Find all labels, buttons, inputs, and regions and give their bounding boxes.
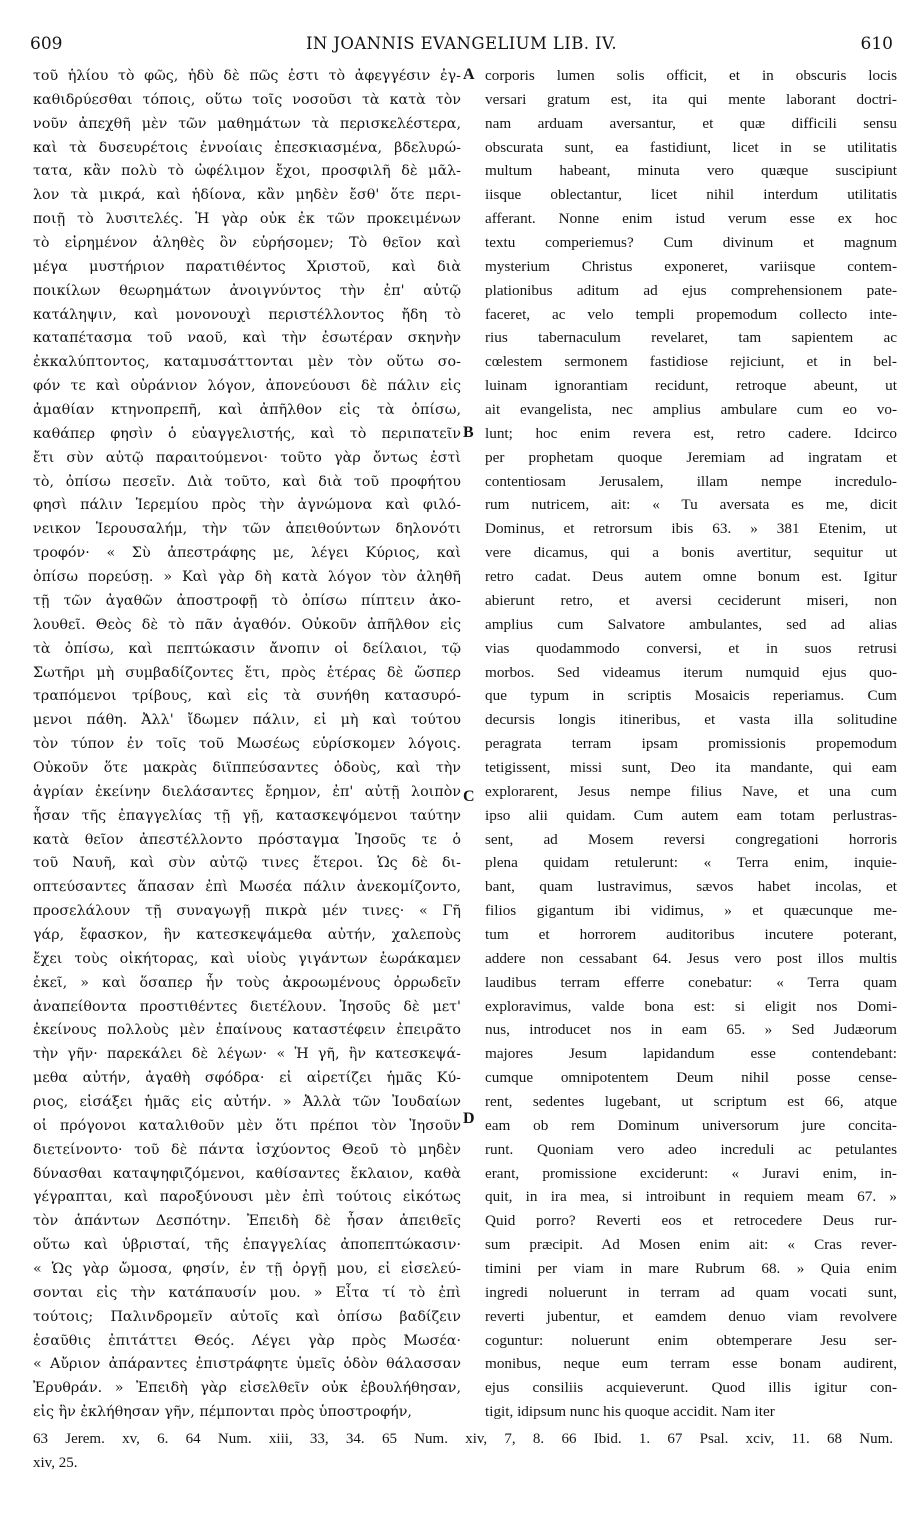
latin-text-line: afferant. Nonne enim istud verum esse ex hoc [485, 210, 897, 228]
latin-text-line: ejus consiliis acquieverunt. Quod illis igitur con- [485, 1379, 897, 1397]
greek-text-line: μεθα αὐτήν, ἀγαθὴ σφόδρα· εἰ αἱρετίζει ἡμᾶς Κύ- [33, 1070, 461, 1087]
greek-text-line: τὴν γῆν· παρεκάλει δὲ λέγων· « Ἡ γῆ, ἣν κατεσκεψά- [33, 1046, 461, 1063]
greek-text-line: οπτεύσαντες ἅπασαν ἐπὶ Μωσέα πάλιν ἀνεκομίζοντο, [33, 879, 461, 896]
latin-text-line: mysterium Christus exponeret, variisque contem- [485, 257, 897, 275]
greek-text-line: τραπόμενοι τρίβους, καὶ εἰς τὰ συνήθη κατασυρό- [33, 688, 461, 705]
latin-text-line: faceret, ac velo templi propemodum collecto inte- [485, 305, 897, 323]
greek-text-line: τοῦ ἡλίου τὸ φῶς, ἡδὺ δὲ πῶς ἐστι τὸ ἀφεγγέσιν ἐγ- [33, 68, 461, 84]
greek-text-line: τὸ, ὀπίσω πεσεῖν. Διὰ τοῦτο, καὶ διὰ τοῦ προφήτου [33, 473, 461, 490]
latin-text-line: obscurata sunt, ea fastidiunt, licet in se utilitatis [485, 138, 897, 156]
greek-text-line: « Ὡς γὰρ ὤμοσα, φησίν, ἐν τῇ ὀργῇ μου, εἰ εἰσελεύ- [33, 1261, 461, 1277]
greek-text-line: Σωτῆρι μὴ συμβαδίζοντες ἔτι, πρὸς ἑτέρας δὲ ὥσπερ [33, 664, 461, 681]
latin-text-line: rius tabernaculum revelaret, tam sapientem ac [485, 329, 897, 347]
latin-text-line: tetigissent, missi sunt, Deo ita mandante, qui eam [485, 758, 897, 776]
greek-text-line: ποιῇ τὸ λυσιτελές. Ἡ γὰρ οὐκ ἐκ τῶν προκειμένων [33, 211, 461, 228]
latin-text-line: per prophetam quoque Jeremiam ad ingratam et [485, 448, 897, 466]
latin-text-line: sum præcipit. Ad Mosen enim ait: « Cras rever- [485, 1236, 897, 1254]
latin-text-line: versari gratum est, ita qui mente laborant doctri- [485, 90, 897, 108]
latin-text-line: decursis longis itineribus, et vasta illa solitudine [485, 711, 897, 729]
latin-text-line: exploravimus, valde bona est: si eligit nos Domi- [485, 997, 897, 1015]
greek-text-line: τοῦ Ναυῆ, καὶ σὺν αὐτῷ τινες ἕτεροι. Ὡς δὲ δι- [33, 855, 461, 872]
greek-text-line: ὀπίσω πορεύσῃ. » Καὶ γὰρ δὴ κατὰ λόγον τὸν ἀληθῆ [33, 569, 461, 586]
latin-text-line: plationibus aditum ad ejus comprehensionem pate- [485, 281, 897, 299]
greek-text-line: σονται εἰς τὴν κατάπαυσίν μου. » Εἶτα τί τὸ ἐπὶ [33, 1284, 461, 1301]
latin-text-line: corporis lumen solis officit, et in obscuris locis [485, 67, 897, 84]
greek-text-line: γέγραπται, καὶ παροξύνουσι μὲν ἐπὶ τούτοις εἰκότως [33, 1189, 461, 1206]
greek-text-line: τροφόν· « Σὺ ἀπεστράφης με, λέγει Κύριος, καὶ [33, 545, 461, 562]
latin-text-line: lunt; hoc enim revera est, retro cadere. Idcirco [485, 424, 897, 442]
latin-text-line: ipso alii quidam. Cum autem eam totam perlustras- [485, 806, 897, 824]
latin-text-line: coguntur: noluerunt enim obtemperare Jesu ser- [485, 1331, 897, 1349]
latin-text-line: reverti jubentur, et eamdem denuo viam revolvere [485, 1307, 897, 1325]
greek-text-line: Οὐκοῦν ὅτε μακρὰς διϊππεύσαντες ὁδοὺς, καὶ τὴν [33, 759, 461, 776]
section-marker-a: A [463, 66, 475, 83]
greek-text-line: τὸν ἁπάντων Δεσπότην. Ἐπειδὴ δὲ ἦσαν ἀπειθεῖς [33, 1213, 461, 1230]
greek-text-line: κατὰ θεῖον ἀπεστέλλοντο πρόσταγμα Ἰησοῦς τε ὁ [33, 831, 461, 848]
latin-text-line: que typum in scriptis Mosaicis reperiamus. Cum [485, 687, 897, 705]
latin-text-line: addere non cessabant 64. Jesus vero post illos multis [485, 949, 897, 967]
latin-text-line: Dominus, et retrorsum ibis 63. » 381 Etenim, ut [485, 520, 897, 538]
greek-text-line: Ἐρυθράν. » Ἐπειδὴ γὰρ εἰσελθεῖν οὐκ ἐβουλήθησαν, [33, 1380, 461, 1397]
greek-text-line: τὸ εἰρημένον ἀληθὲς ὂν εὑρήσομεν; Τὸ θεῖον καὶ [33, 235, 461, 252]
footnote-line: xiv, 25. [33, 1455, 78, 1471]
latin-text-line: vere dicamus, qui a bonis avertitur, sequitur ut [485, 544, 897, 562]
latin-text-line: retro cadat. Deus autem omne bonum est. Igitur [485, 568, 897, 586]
latin-text-line: multum habeant, minuta vero quæque suscipiunt [485, 162, 897, 180]
latin-text-line: explorarent, Jesus nempe filius Nave, et una cum [485, 782, 897, 800]
latin-text-line: rum nutricem, ait: « Tu aversata es me, dicit [485, 496, 897, 514]
footnotes [33, 1427, 893, 1475]
latin-text-line: contentiosam Jerusalem, illam nempe incredulo- [485, 472, 897, 490]
greek-text-line: γάρ, ἔφασκον, ἣν κατεσκεψάμεθα αὐτήν, χαλεποὺς [33, 926, 461, 943]
latin-text-line: tum et horrorem auditoribus incutere poterant, [485, 925, 897, 943]
greek-text-line: μενοι πάθη. Ἀλλ' ἴδωμεν πάλιν, εἰ μὴ καὶ τούτου [33, 712, 461, 729]
greek-text-line: τὸν τύπον ἐν τοῖς τοῦ Μωσέως εὑρίσκομεν λόγοις. [33, 736, 461, 753]
latin-text-line: cœlestem sermonem fastidiose rejiciunt, et in bel- [485, 353, 897, 371]
greek-text-line: προσελάλουν τῇ συναγωγῇ πικρὰ μέν τινες· « Γῆ [33, 903, 461, 920]
greek-text-line: τούτοις; Παλινδρομεῖν αὐτοῖς καὶ ὀπίσω βαδίζειν [33, 1308, 461, 1325]
section-marker-b: B [463, 424, 474, 441]
greek-text-line: οὕτω καὶ ὑβρισταί, τῆς ἐπαγγελίας ἀποπεπτώκασιν· [33, 1237, 461, 1254]
latin-text-line: iisque oblectantur, licet nihil interdum utilitatis [485, 186, 897, 204]
latin-text-line: filios gigantum ibi vidimus, » et quæcunque me- [485, 902, 897, 920]
greek-text-line: μέγα μυστήριον παρατιθέντος Χριστοῦ, καὶ διὰ [33, 258, 461, 275]
latin-text-line: luinam ignorantiam recidunt, retroque abeunt, ut [485, 377, 897, 395]
left-page-number: 609 [30, 34, 63, 54]
greek-text-line: ἀγρίαν ἐκείνην διελάσαντες ἔρημον, ἐπ' αὐτῇ λοιπὸν [33, 783, 461, 800]
greek-text-line: φησὶ πάλιν Ἱερεμίου πρὸς τὴν ἀγνώμονα καὶ φιλό- [33, 497, 461, 514]
greek-text-line: οἱ πρόγονοι καταλιθοῦν μὲν ὅτι πρέποι τὸν Ἰησοῦν [33, 1117, 461, 1134]
latin-text-line: quit, in ira mea, si introibunt in requiem meam 67. » [485, 1188, 897, 1206]
greek-text-line: ἔτι σὺν αὐτῷ παραιτούμενοι· τοῦτο γὰρ ὄντως ἐστὶ [33, 449, 461, 466]
greek-text-line: λον τὰ μικρά, καὶ ἡδίονα, κἂν μηδὲν ἔσθ' ὅτε περι- [33, 187, 461, 204]
latin-text-line: bant, quam lustravimus, sævos habet incolas, et [485, 878, 897, 896]
greek-text-line: ἔχει τοὺς οἰκήτορας, καὶ υἱοὺς γιγάντων ἑωράκαμεν [33, 950, 461, 967]
running-title: IN JOANNIS EVANGELIUM LIB. IV. [305, 34, 618, 53]
greek-text-line: « Αὔριον ἀπάραντες ἐπιστράφητε ὑμεῖς ὁδὸν θάλασσαν [33, 1356, 461, 1373]
greek-text-line: καταπέτασμα τοῦ ναοῦ, καὶ τὴν ἐσωτέραν σκηνὴν [33, 330, 461, 347]
latin-text-line: nam arduam aversantur, et quæ difficili sensu [485, 114, 897, 132]
greek-text-line: ἀμαθίαν κτηνοπρεπῆ, καὶ ἀπῆλθον εἰς τὰ ὀπίσω, [33, 402, 461, 419]
greek-text-line: φόν τε καὶ οὐράνιον λόγον, ἀπονεύουσι δὲ πάλιν εἰς [33, 378, 461, 395]
greek-text-line: ἐκεῖ, » καὶ ὅσαπερ ἦν τοὺς ἀκροωμένους ὀρρωδεῖν [33, 974, 461, 991]
latin-text-line: Quid porro? Reverti eos et retrocedere Deus rur- [485, 1212, 897, 1230]
greek-text-line: καθιδρύεσθαι τόποις, οὕτω τοῖς νοσοῦσι τὰ κατὰ τὸν [33, 91, 461, 108]
greek-text-line: διετείνοντο· τοῦ δὲ πάντα ἰσχύοντος Θεοῦ τὸ μηδὲν [33, 1141, 461, 1158]
section-marker-d: D [463, 1110, 475, 1127]
greek-text-line: κατάληψιν, καὶ μονονουχὶ περιστέλλοντος ἤδη τὸ [33, 306, 461, 323]
greek-text-line: τῇ τῶν ἀγαθῶν ἀποστροφῇ τὸ ὀπίσω πίπτειν ἀκο- [33, 592, 461, 609]
latin-text-line: textu comperiemus? Cum divinum et magnum [485, 234, 897, 252]
greek-text-line: ποικίλων θεωρημάτων ἀνοιγνύντος τὴν ἐπ' αὐτῷ [33, 282, 461, 299]
greek-text-line: ἐκείνους πολλοὺς μὲν ἐπαίνους καταστέφειν ἐπειρᾶτο [33, 1022, 461, 1039]
latin-text-line: majores Jesum lapidandum esse contendebant: [485, 1045, 897, 1063]
greek-text-line: ριος, εἰσάξει ἡμᾶς εἰς αὐτήν. » Ἀλλὰ τῶν Ἰουδαίων [33, 1093, 461, 1110]
greek-text-line: ἦσαν τῆς ἐπαγγελίας τῇ γῇ, κατασκεψόμενοι ταύτην [33, 807, 461, 824]
greek-text-line: ἐκκαλύπτοντος, καταμυσάττονται μὲν τὸν οὕτω σο- [33, 354, 461, 371]
latin-text-line: monibus, neque eum terram esse bonam audirent, [485, 1355, 897, 1373]
latin-text-line: rent, sedentes lugebant, ut scriptum est 66, atque [485, 1092, 897, 1110]
latin-text-line: laudibus terram efferre conebatur: « Terra quam [485, 973, 897, 991]
latin-text-line: ait evangelista, nec amplius ambulare cum eo vo- [485, 401, 897, 419]
greek-text-line: ἐσαῦθις ἐπιτάττει Θεός. Λέγει γὰρ πρὸς Μωσέα· [33, 1332, 461, 1349]
greek-text-line: δύνασθαι καταψηφιζόμενοι, καθίσαντες ἔκλαιον, καθὰ [33, 1165, 461, 1182]
greek-text-line: καθάπερ φησὶν ὁ εὐαγγελιστής, καὶ τὸ περιπατεῖν [33, 425, 461, 442]
right-page-number: 610 [860, 34, 893, 54]
latin-text-line: ingredi noluerunt in terram ad quam vocati sunt, [485, 1283, 897, 1301]
greek-text-line: λουθεῖ. Θεὸς δὲ τὸ πᾶν ἀγαθόν. Οὐκοῦν ἀπῆλθον εἰς [33, 616, 461, 633]
latin-text-line: eam ob rem Dominum universorum jure concita- [485, 1116, 897, 1134]
latin-text-line: peragrata terram ipsam promissionis propemodum [485, 735, 897, 753]
greek-text-line: καὶ τὰ δυσευρέτοις ἐννοίαις ἐπεσκιασμένα, βδελυρώ- [33, 139, 461, 156]
latin-text-line: runt. Quoniam vero adeo increduli ac petulantes [485, 1140, 897, 1158]
latin-text-line: cumque omnipotentem Deum nihil posse cense- [485, 1069, 897, 1087]
greek-text-line: ἀναπείθοντα προστιθέντες διετέλουν. Ἰησοῦς δὲ μετ' [33, 998, 461, 1015]
latin-text-line: sent, ad Mosem reversi congregationi horroris [485, 830, 897, 848]
latin-text-line: nus, introducet nos in eam 65. » Sed Judæorum [485, 1021, 897, 1039]
greek-text-line: νοῦν ἀπεχθῆ μὲν τῶν μαθημάτων τὰ περισκελέστερα, [33, 115, 461, 132]
greek-text-line: τὰ ὀπίσω, καὶ πεπτώκασιν ἄνοπιν οἱ δείλαιοι, τῷ [33, 640, 461, 657]
greek-text-line: νεικον Ἱερουσαλήμ, τὴν τῶν ἀπειθούντων δηλονότι [33, 521, 461, 538]
latin-text-line: amplius cum Salvatore ambulantes, sed ad alias [485, 615, 897, 633]
section-marker-c: C [463, 788, 475, 805]
footnote-line: 63 Jerem. xv, 6. 64 Num. xiii, 33, 34. 65 Num. xiv, 7, 8. 66 Ibid. 1. 67 Psal. xciv, 11. 68 Num. [33, 1431, 893, 1447]
latin-text-line: morbos. Sed videamus iterum numquid ejus quo- [485, 663, 897, 681]
latin-text-line: plena quidam retulerunt: « Terra enim, inquie- [485, 854, 897, 872]
latin-text-line: abierunt retro, et aversi ceciderunt miseri, non [485, 591, 897, 609]
latin-text-line: timini per viam in mare Rubrum 68. » Quia enim [485, 1260, 897, 1277]
latin-text-line: vias quodammodo conversi, et in suos retrusi [485, 639, 897, 657]
latin-text-line: tigit, idipsum nunc his quoque accidit. Nam iter [485, 1403, 775, 1421]
latin-text-line: erant, promissione exciderunt: « Juravi enim, in- [485, 1164, 897, 1182]
running-header [30, 34, 893, 58]
greek-text-line: εἰς ἣν ἐκλήθησαν γῆν, πέμπονται πρὸς ὑποστροφήν, [33, 1404, 412, 1421]
greek-text-line: τατα, κἂν πολὺ τὸ ὠφέλιμον ἔχοι, προσφιλῆ δὲ μᾶλ- [33, 163, 461, 180]
